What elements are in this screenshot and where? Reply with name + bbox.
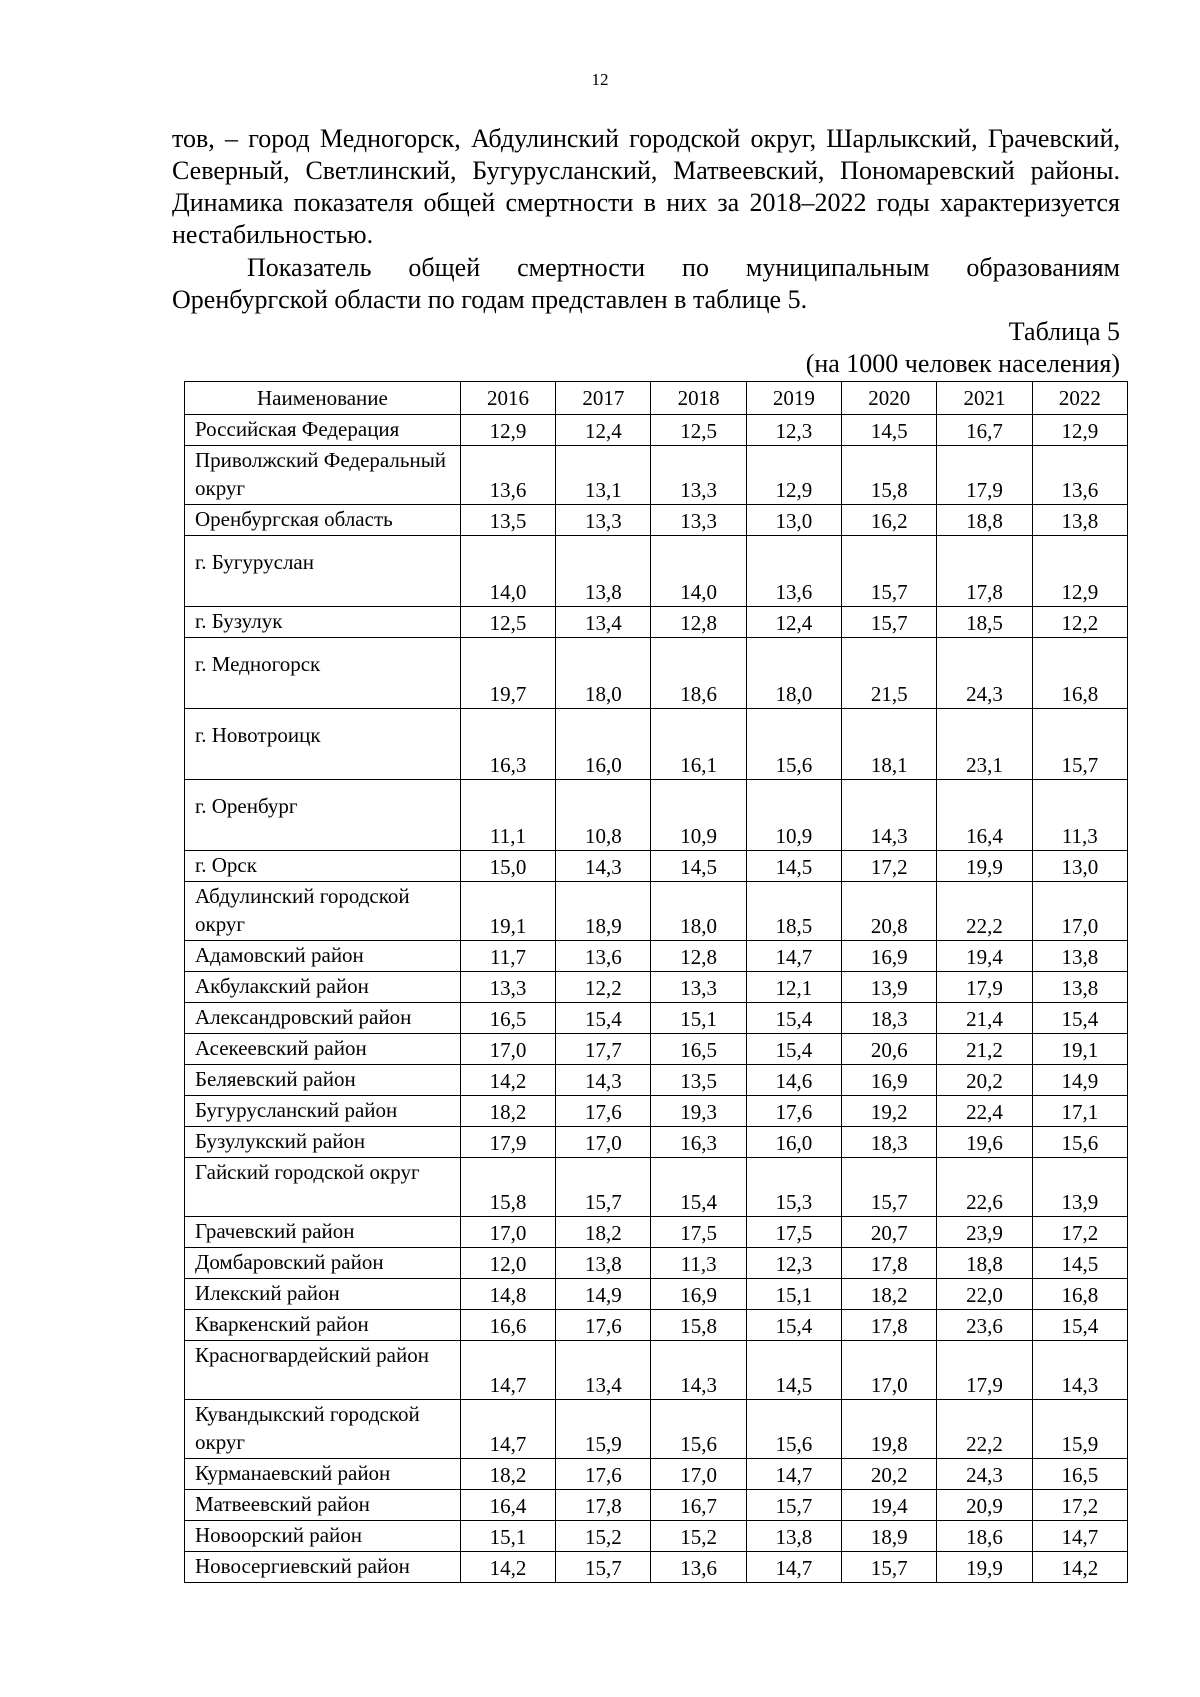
cell-value: 15,6	[746, 709, 841, 780]
row-name: Бузулукский район	[185, 1127, 461, 1158]
cell-value: 13,9	[1032, 1158, 1127, 1217]
cell-value: 19,9	[937, 1552, 1032, 1583]
cell-value: 11,7	[460, 941, 555, 972]
cell-value: 16,9	[651, 1279, 746, 1310]
table-header-row	[185, 382, 1128, 415]
cell-value: 19,9	[937, 851, 1032, 882]
cell-value: 14,0	[651, 536, 746, 607]
cell-value: 15,3	[746, 1158, 841, 1217]
cell-value: 16,3	[651, 1127, 746, 1158]
table-row	[185, 415, 1128, 446]
cell-value: 17,6	[556, 1096, 651, 1127]
table-row	[185, 972, 1128, 1003]
cell-value: 18,0	[746, 638, 841, 709]
cell-value: 16,4	[937, 780, 1032, 851]
cell-value: 14,5	[746, 1341, 841, 1400]
table-row	[185, 1459, 1128, 1490]
table-row	[185, 1034, 1128, 1065]
cell-value: 24,3	[937, 638, 1032, 709]
row-name: Кваркенский район	[185, 1310, 461, 1341]
cell-value: 18,0	[651, 882, 746, 941]
header-year: 2017	[556, 382, 651, 415]
cell-value: 14,3	[842, 780, 937, 851]
row-name: Домбаровский район	[185, 1248, 461, 1279]
cell-value: 17,0	[1032, 882, 1127, 941]
cell-value: 15,8	[651, 1310, 746, 1341]
cell-value: 12,0	[460, 1248, 555, 1279]
table-row	[185, 1217, 1128, 1248]
header-year: 2016	[460, 382, 555, 415]
cell-value: 16,3	[460, 709, 555, 780]
cell-value: 15,7	[842, 1158, 937, 1217]
cell-value: 15,7	[842, 536, 937, 607]
cell-value: 16,4	[460, 1490, 555, 1521]
row-name: г. Медногорск	[185, 638, 461, 709]
cell-value: 18,2	[460, 1096, 555, 1127]
cell-value: 19,4	[842, 1490, 937, 1521]
row-name: г. Орск	[185, 851, 461, 882]
cell-value: 18,0	[556, 638, 651, 709]
cell-value: 13,3	[651, 972, 746, 1003]
cell-value: 14,5	[651, 851, 746, 882]
cell-value: 15,7	[842, 1552, 937, 1583]
cell-value: 15,9	[1032, 1400, 1127, 1459]
cell-value: 16,2	[842, 505, 937, 536]
cell-value: 13,3	[460, 972, 555, 1003]
cell-value: 16,8	[1032, 638, 1127, 709]
cell-value: 16,5	[651, 1034, 746, 1065]
cell-value: 16,5	[460, 1003, 555, 1034]
cell-value: 12,5	[651, 415, 746, 446]
row-name: Беляевский район	[185, 1065, 461, 1096]
cell-value: 16,9	[842, 941, 937, 972]
cell-value: 18,3	[842, 1003, 937, 1034]
cell-value: 17,1	[1032, 1096, 1127, 1127]
table-row	[185, 1158, 1128, 1217]
cell-value: 13,8	[1032, 505, 1127, 536]
cell-value: 15,8	[842, 446, 937, 505]
cell-value: 12,2	[1032, 607, 1127, 638]
cell-value: 14,9	[1032, 1065, 1127, 1096]
cell-value: 20,6	[842, 1034, 937, 1065]
table-units: (на 1000 человек населения)	[805, 349, 1120, 378]
cell-value: 14,7	[746, 1459, 841, 1490]
cell-value: 15,4	[651, 1158, 746, 1217]
cell-value: 17,6	[556, 1310, 651, 1341]
cell-value: 14,7	[1032, 1521, 1127, 1552]
cell-value: 15,7	[842, 607, 937, 638]
header-year: 2019	[746, 382, 841, 415]
cell-value: 15,1	[746, 1279, 841, 1310]
cell-value: 14,2	[460, 1065, 555, 1096]
cell-value: 15,1	[460, 1521, 555, 1552]
cell-value: 14,7	[460, 1341, 555, 1400]
cell-value: 15,9	[556, 1400, 651, 1459]
cell-value: 13,8	[556, 536, 651, 607]
cell-value: 16,1	[651, 709, 746, 780]
cell-value: 13,3	[556, 505, 651, 536]
cell-value: 15,6	[746, 1400, 841, 1459]
cell-value: 17,5	[746, 1217, 841, 1248]
cell-value: 15,6	[1032, 1127, 1127, 1158]
row-name: Российская Федерация	[185, 415, 461, 446]
cell-value: 12,5	[460, 607, 555, 638]
cell-value: 21,2	[937, 1034, 1032, 1065]
header-name: Наименование	[185, 382, 461, 415]
cell-value: 19,3	[651, 1096, 746, 1127]
cell-value: 18,2	[556, 1217, 651, 1248]
cell-value: 13,6	[651, 1552, 746, 1583]
cell-value: 21,5	[842, 638, 937, 709]
cell-value: 13,3	[651, 446, 746, 505]
header-year: 2018	[651, 382, 746, 415]
cell-value: 19,2	[842, 1096, 937, 1127]
cell-value: 20,2	[842, 1459, 937, 1490]
cell-value: 15,4	[1032, 1003, 1127, 1034]
cell-value: 19,8	[842, 1400, 937, 1459]
cell-value: 15,4	[746, 1034, 841, 1065]
cell-value: 17,5	[651, 1217, 746, 1248]
cell-value: 12,9	[746, 446, 841, 505]
row-name: Грачевский район	[185, 1217, 461, 1248]
cell-value: 13,3	[651, 505, 746, 536]
cell-value: 20,9	[937, 1490, 1032, 1521]
cell-value: 15,7	[1032, 709, 1127, 780]
cell-value: 18,9	[556, 882, 651, 941]
cell-value: 16,7	[651, 1490, 746, 1521]
cell-value: 16,6	[460, 1310, 555, 1341]
row-name: Красногвардейский район	[185, 1341, 461, 1400]
cell-value: 15,4	[746, 1003, 841, 1034]
cell-value: 14,2	[460, 1552, 555, 1583]
cell-value: 12,2	[556, 972, 651, 1003]
cell-value: 19,4	[937, 941, 1032, 972]
cell-value: 13,6	[746, 536, 841, 607]
table-row	[185, 607, 1128, 638]
table-row	[185, 1096, 1128, 1127]
cell-value: 12,8	[651, 941, 746, 972]
cell-value: 17,8	[842, 1248, 937, 1279]
cell-value: 15,8	[460, 1158, 555, 1217]
cell-value: 24,3	[937, 1459, 1032, 1490]
cell-value: 16,7	[937, 415, 1032, 446]
cell-value: 13,6	[1032, 446, 1127, 505]
cell-value: 13,8	[1032, 941, 1127, 972]
cell-value: 18,2	[460, 1459, 555, 1490]
cell-value: 15,6	[651, 1400, 746, 1459]
cell-value: 17,9	[937, 972, 1032, 1003]
table-row	[185, 1490, 1128, 1521]
cell-value: 11,3	[651, 1248, 746, 1279]
row-name: Асекеевский район	[185, 1034, 461, 1065]
table-row	[185, 851, 1128, 882]
cell-value: 12,9	[460, 415, 555, 446]
cell-value: 14,8	[460, 1279, 555, 1310]
cell-value: 14,9	[556, 1279, 651, 1310]
cell-value: 17,8	[937, 536, 1032, 607]
cell-value: 20,7	[842, 1217, 937, 1248]
cell-value: 14,5	[1032, 1248, 1127, 1279]
table-caption: Таблица 5	[1008, 317, 1120, 346]
row-name: г. Новотроицк	[185, 709, 461, 780]
cell-value: 17,8	[556, 1490, 651, 1521]
cell-value: 22,4	[937, 1096, 1032, 1127]
cell-value: 19,6	[937, 1127, 1032, 1158]
cell-value: 18,1	[842, 709, 937, 780]
table-row	[185, 446, 1128, 505]
cell-value: 13,5	[651, 1065, 746, 1096]
table-row	[185, 1279, 1128, 1310]
cell-value: 22,2	[937, 1400, 1032, 1459]
cell-value: 12,3	[746, 415, 841, 446]
cell-value: 15,7	[556, 1158, 651, 1217]
cell-value: 16,0	[556, 709, 651, 780]
cell-value: 13,8	[746, 1521, 841, 1552]
row-name: Курманаевский район	[185, 1459, 461, 1490]
cell-value: 13,9	[842, 972, 937, 1003]
cell-value: 14,3	[651, 1341, 746, 1400]
cell-value: 10,9	[651, 780, 746, 851]
cell-value: 13,4	[556, 1341, 651, 1400]
table-row	[185, 1065, 1128, 1096]
cell-value: 14,3	[556, 1065, 651, 1096]
cell-value: 13,1	[556, 446, 651, 505]
cell-value: 20,2	[937, 1065, 1032, 1096]
cell-value: 17,2	[1032, 1217, 1127, 1248]
cell-value: 14,3	[556, 851, 651, 882]
cell-value: 12,4	[556, 415, 651, 446]
cell-value: 18,2	[842, 1279, 937, 1310]
row-name: Приволжский Федеральный округ	[185, 446, 461, 505]
cell-value: 15,4	[556, 1003, 651, 1034]
row-name: г. Бузулук	[185, 607, 461, 638]
cell-value: 19,1	[460, 882, 555, 941]
cell-value: 14,5	[746, 851, 841, 882]
table-row	[185, 1400, 1128, 1459]
cell-value: 17,0	[556, 1127, 651, 1158]
table-row	[185, 1248, 1128, 1279]
cell-value: 17,2	[1032, 1490, 1127, 1521]
cell-value: 18,9	[842, 1521, 937, 1552]
cell-value: 10,9	[746, 780, 841, 851]
cell-value: 18,5	[937, 607, 1032, 638]
row-name: Новосергиевский район	[185, 1552, 461, 1583]
cell-value: 13,8	[556, 1248, 651, 1279]
table-body	[185, 415, 1128, 1583]
cell-value: 15,7	[556, 1552, 651, 1583]
header-year: 2020	[842, 382, 937, 415]
header-year: 2021	[937, 382, 1032, 415]
cell-value: 18,8	[937, 505, 1032, 536]
table-row	[185, 505, 1128, 536]
table-row	[185, 638, 1128, 709]
cell-value: 16,5	[1032, 1459, 1127, 1490]
cell-value: 12,8	[651, 607, 746, 638]
table-row	[185, 780, 1128, 851]
cell-value: 21,4	[937, 1003, 1032, 1034]
cell-value: 14,2	[1032, 1552, 1127, 1583]
cell-value: 23,9	[937, 1217, 1032, 1248]
row-name: Бугурусланский район	[185, 1096, 461, 1127]
header-year: 2022	[1032, 382, 1127, 415]
row-name: г. Оренбург	[185, 780, 461, 851]
cell-value: 16,0	[746, 1127, 841, 1158]
paragraph-1: тов, – город Медногорск, Абдулинский городской округ, Шарлыкский, Грачевский, Северный, Светлинский, Бугурусланский, Матвеевский, Пономаревский районы. Динамика показателя общей смертности в них за 2018–2022 годы характеризуется нестабильностью.	[172, 124, 1120, 249]
cell-value: 14,6	[746, 1065, 841, 1096]
table-row	[185, 1003, 1128, 1034]
cell-value: 17,9	[937, 446, 1032, 505]
cell-value: 14,5	[842, 415, 937, 446]
mortality-table	[184, 381, 1128, 1583]
cell-value: 17,9	[460, 1127, 555, 1158]
cell-value: 13,0	[1032, 851, 1127, 882]
cell-value: 16,9	[842, 1065, 937, 1096]
cell-value: 11,3	[1032, 780, 1127, 851]
cell-value: 15,1	[651, 1003, 746, 1034]
table-row	[185, 1341, 1128, 1400]
page-number: 12	[591, 70, 609, 89]
cell-value: 16,8	[1032, 1279, 1127, 1310]
cell-value: 11,1	[460, 780, 555, 851]
cell-value: 15,0	[460, 851, 555, 882]
cell-value: 13,0	[746, 505, 841, 536]
cell-value: 19,1	[1032, 1034, 1127, 1065]
cell-value: 15,4	[746, 1310, 841, 1341]
row-name: Абдулинский городской округ	[185, 882, 461, 941]
cell-value: 17,0	[651, 1459, 746, 1490]
cell-value: 15,7	[746, 1490, 841, 1521]
cell-value: 17,0	[460, 1217, 555, 1248]
table-row	[185, 1521, 1128, 1552]
cell-value: 17,2	[842, 851, 937, 882]
cell-value: 20,8	[842, 882, 937, 941]
cell-value: 13,6	[460, 446, 555, 505]
cell-value: 14,7	[746, 1552, 841, 1583]
cell-value: 17,9	[937, 1341, 1032, 1400]
cell-value: 22,0	[937, 1279, 1032, 1310]
row-name: Адамовский район	[185, 941, 461, 972]
cell-value: 17,0	[460, 1034, 555, 1065]
row-name: Акбулакский район	[185, 972, 461, 1003]
cell-value: 15,2	[651, 1521, 746, 1552]
cell-value: 18,6	[651, 638, 746, 709]
cell-value: 22,6	[937, 1158, 1032, 1217]
cell-value: 10,8	[556, 780, 651, 851]
row-name: Матвеевский район	[185, 1490, 461, 1521]
cell-value: 17,6	[556, 1459, 651, 1490]
table-row	[185, 709, 1128, 780]
cell-value: 13,6	[556, 941, 651, 972]
cell-value: 12,1	[746, 972, 841, 1003]
cell-value: 14,7	[746, 941, 841, 972]
cell-value: 13,4	[556, 607, 651, 638]
cell-value: 22,2	[937, 882, 1032, 941]
table-row	[185, 1310, 1128, 1341]
cell-value: 18,6	[937, 1521, 1032, 1552]
cell-value: 18,5	[746, 882, 841, 941]
cell-value: 14,3	[1032, 1341, 1127, 1400]
cell-value: 14,7	[460, 1400, 555, 1459]
cell-value: 19,7	[460, 638, 555, 709]
cell-value: 23,1	[937, 709, 1032, 780]
table-row	[185, 882, 1128, 941]
row-name: Гайский городской округ	[185, 1158, 461, 1217]
cell-value: 17,8	[842, 1310, 937, 1341]
cell-value: 15,4	[1032, 1310, 1127, 1341]
cell-value: 12,4	[746, 607, 841, 638]
row-name: Оренбургская область	[185, 505, 461, 536]
table-row	[185, 536, 1128, 607]
row-name: Илекский район	[185, 1279, 461, 1310]
table-row	[185, 1552, 1128, 1583]
cell-value: 14,0	[460, 536, 555, 607]
table-row	[185, 941, 1128, 972]
cell-value: 18,3	[842, 1127, 937, 1158]
row-name: г. Бугуруслан	[185, 536, 461, 607]
cell-value: 13,8	[1032, 972, 1127, 1003]
cell-value: 15,2	[556, 1521, 651, 1552]
cell-value: 17,7	[556, 1034, 651, 1065]
cell-value: 18,8	[937, 1248, 1032, 1279]
cell-value: 23,6	[937, 1310, 1032, 1341]
row-name: Новоорский район	[185, 1521, 461, 1552]
cell-value: 12,9	[1032, 415, 1127, 446]
cell-value: 12,9	[1032, 536, 1127, 607]
cell-value: 12,3	[746, 1248, 841, 1279]
row-name: Александровский район	[185, 1003, 461, 1034]
cell-value: 17,6	[746, 1096, 841, 1127]
table-row	[185, 1127, 1128, 1158]
cell-value: 17,0	[842, 1341, 937, 1400]
cell-value: 13,5	[460, 505, 555, 536]
paragraph-2: Показатель общей смертности по муниципальным образованиям Оренбургской области по годам представлен в таблице 5.	[172, 253, 1120, 314]
row-name: Кувандыкский городской округ	[185, 1400, 461, 1459]
